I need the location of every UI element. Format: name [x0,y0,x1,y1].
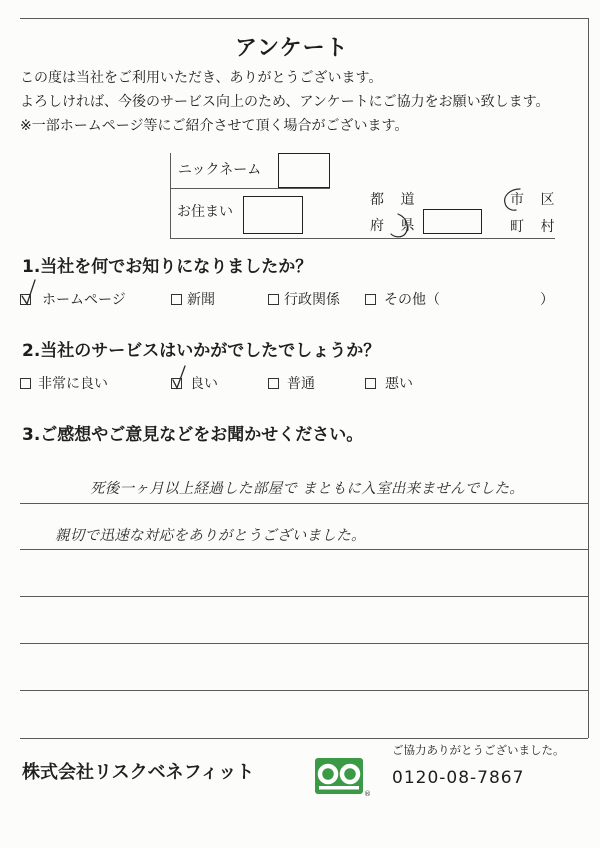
check-mark-icon [18,276,38,308]
company-name: 株式会社リスクベネフィット [22,762,255,783]
prefecture-label-bottom: 府 県 [370,218,421,234]
prefecture-label-top: 都 道 [370,192,421,208]
answer-rule-4 [20,643,588,644]
handwritten-answer-2: 親切で迅速な対応をありがとうございました。 [55,528,366,544]
freedial-icon [313,756,371,798]
handwritten-answer-1: 死後一ヶ月以上経過した部屋で まともに入室出来ませんでした。 [90,481,525,497]
nickname-field[interactable] [278,153,330,188]
option-label: 悪い [385,376,413,392]
other-close-paren: ） [540,292,554,308]
profile-left-line [170,153,171,238]
intro-line-3: ※一部ホームページ等にご紹介させて頂く場合がございます。 [20,118,409,134]
answer-rule-5 [20,690,588,691]
option-label: 新聞 [187,292,215,308]
question-3: 3.ご感想やご意見などをお聞かせください。 [22,425,364,445]
option-label: その他（ [384,292,440,308]
checkbox[interactable] [268,378,279,389]
answer-rule-3 [20,596,588,597]
option-label: 非常に良い [38,376,108,392]
registered-mark: ® [364,790,371,798]
footer-thanks: ご協力ありがとうございました。 [392,743,565,757]
frame-right-line [588,18,589,738]
nickname-label: ニックネーム [178,162,262,178]
phone-number: 0120-08-7867 [392,768,525,788]
answer-rule-1 [20,503,588,504]
answer-rule-2 [20,549,588,550]
option-label: 良い [190,376,218,392]
checkbox[interactable] [20,378,31,389]
intro-line-2: よろしければ、今後のサービス向上のため、アンケートにご協力をお願い致します。 [20,94,550,110]
frame-top-line [20,18,588,19]
page-title: アンケート [235,36,349,61]
municipality-label-top: 市 区 [510,192,561,208]
address-field[interactable] [243,196,303,234]
profile-row-divider [170,188,330,189]
question-2: 2.当社のサービスはいかがでしたでしょうか？ [22,341,381,361]
municipality-label-bottom: 町 村 [510,219,561,235]
checkbox[interactable] [171,294,182,305]
checkbox[interactable] [365,378,376,389]
address-label: お住まい [177,204,233,220]
frame-bottom-line [20,738,588,739]
intro-line-1: この度は当社をご利用いただき、ありがとうございます。 [20,70,383,86]
checkbox[interactable] [268,294,279,305]
checkbox[interactable] [365,294,376,305]
option-label: 普通 [287,376,315,392]
prefecture-field[interactable] [423,209,482,234]
option-label: ホームページ [42,292,126,308]
check-mark-icon [169,362,189,392]
profile-bottom-line [170,238,555,239]
question-1: 1.当社を何でお知りになりましたか？ [22,257,313,277]
option-label: 行政関係 [284,292,340,308]
